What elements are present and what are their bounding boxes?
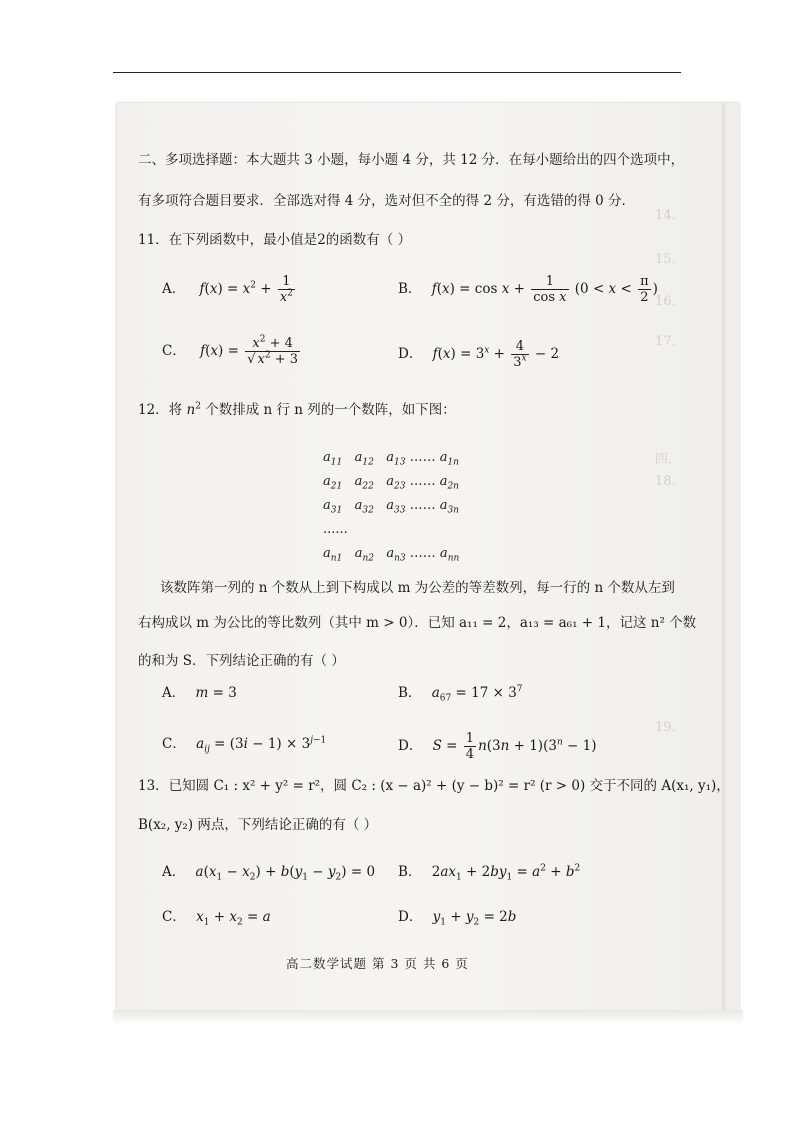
q11-stem: 11．在下列函数中，最小值是2的函数有（ ） xyxy=(138,232,412,248)
q12-description-line3: 的和为 S．下列结论正确的有（ ） xyxy=(138,653,345,669)
q12-option-d[interactable]: D． S = $\frac{1}{4}$ $n(3n + 1)(3^n - 1)$ xyxy=(398,731,597,762)
q11-option-b[interactable]: B． f(x) = cos x + $\frac{1}{\text{cos x}}$ (0 < x < $\frac{\pi}{2}$ ) xyxy=(398,274,658,305)
bleed-through: 14． xyxy=(655,208,685,223)
q12-option-a[interactable]: A． m = 3 xyxy=(162,685,237,701)
page-fold-edge xyxy=(722,103,725,1020)
q12-description-line2: 右构成以 m 为公比的等比数列（其中 m > 0）．已知 a₁₁ = 2，a₁₃ = a₆₁ + 1，记这 n² 个数 xyxy=(138,615,697,631)
bleed-through: 17． xyxy=(655,334,685,349)
q13-stem-line1: 13．已知圆 C₁ : x² + y² = r²，圆 C₂ : (x − a)² + (y − b)² = r² (r > 0) 交于不同的 A(x₁, y₁)， xyxy=(138,778,730,794)
q11-option-d[interactable]: D． $f(x) = 3^x$ + $\frac{4}{3^x}$ − 2 xyxy=(398,339,560,370)
q11-option-c[interactable]: C． f(x) = $\frac{x^2 + 4}{√ x^2 + 3}$ xyxy=(162,334,299,367)
q12-stem: 12．将 $n^2$ 个数排成 n 行 n 列的一个数阵，如下图： xyxy=(138,401,456,418)
bleed-through: 15． xyxy=(655,252,685,267)
q13-option-b[interactable]: B． $2ax_1 + 2by_1 = a^2 + b^2$ xyxy=(398,863,581,883)
bleed-through: 19． xyxy=(655,720,685,735)
q13-option-a[interactable]: A． $a(x_1 - x_2) + b(y_1 - y_2) = 0$ xyxy=(162,864,376,883)
bleed-through: 18． xyxy=(655,474,685,489)
header-rule xyxy=(113,72,681,73)
page-footer: 高二数学试题 第 3 页 共 6 页 xyxy=(286,956,469,971)
bleed-through: 四． xyxy=(655,452,682,467)
section-heading-line2: 有多项符合题目要求．全部选对得 4 分，选对但不全的得 2 分，有选错的得 0 分． xyxy=(138,193,636,209)
q13-stem-line2: B(x₂, y₂) 两点，下列结论正确的有（ ） xyxy=(138,817,378,833)
q12-option-b[interactable]: B． $a_{67} = 17 \times 3^7$ xyxy=(398,684,523,704)
q12-matrix: $a_{11}$ $a_{12}$ $a_{13}$ …… $a_{1n}$ $a_{21}$ $a_{22}$ $a_{23}$ …… $a_{2n}$ $a_{31}$ $a_{32}$ $a_{33}$ …… $a_{3n}$ ...... $a_{n1}$ $a_{n2}$ $a_{n3}$ …… $a_{nn}$ xyxy=(323,450,460,564)
bleed-through: 16． xyxy=(655,294,685,309)
q13-option-d[interactable]: D． $y_1 + y_2 = 2b$ xyxy=(398,909,517,928)
q13-option-c[interactable]: C． $x_1 + x_2 = a$ xyxy=(162,909,271,928)
scan-shadow xyxy=(113,1010,743,1024)
section-heading-line1: 二、多项选择题：本大题共 3 小题，每小题 4 分，共 12 分．在每小题给出的四个选项中， xyxy=(138,152,685,168)
q12-option-c[interactable]: C． $a_{ij} = (3i - 1) \times 3^{j-1}$ xyxy=(162,735,327,755)
q11-option-a[interactable]: A． $f(x) = x^2$ + $\frac{1}{x^2}$ xyxy=(162,274,293,305)
q12-description-line1: 该数阵第一列的 n 个数从上到下构成以 m 为公差的等差数列，每一行的 n 个数从左到 xyxy=(160,580,675,596)
